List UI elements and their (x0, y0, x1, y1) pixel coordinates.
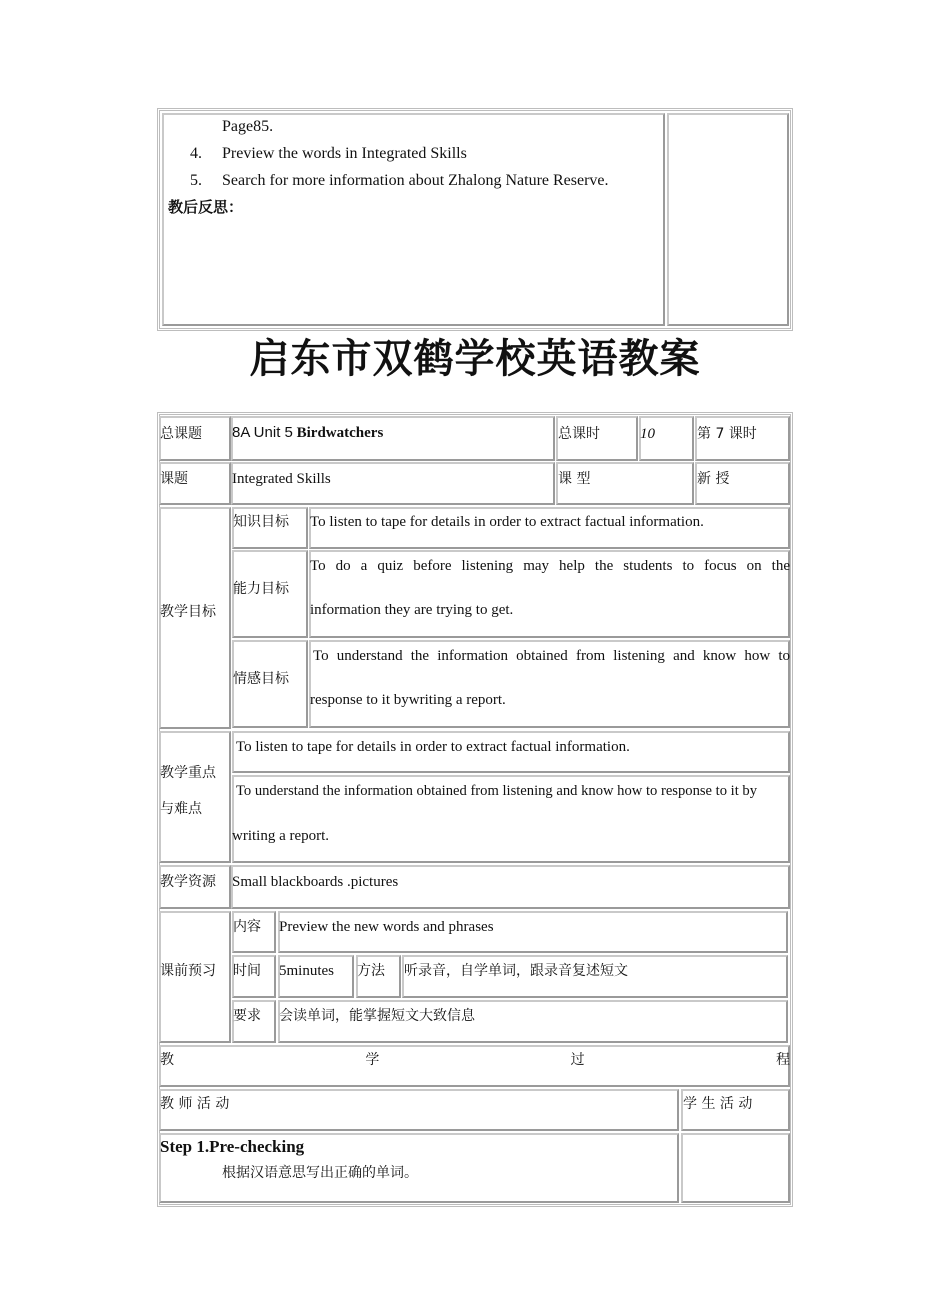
emotion-line2: response to it bywriting a report. (310, 692, 506, 708)
emotion-line1: To understand the information obtained from listening and know how to (313, 648, 790, 664)
method-label: 方法 (357, 963, 385, 979)
ability-line2: information they are trying to get. (310, 602, 514, 618)
process-char: 程 (775, 1052, 790, 1068)
lesson-value: Integrated Skills (232, 471, 331, 487)
topic-value (232, 423, 383, 443)
student-activity-label: 学 生 活 动 (683, 1096, 753, 1112)
process-char: 教 (160, 1052, 174, 1068)
topic-prefix: 8A Unit 5 (232, 424, 293, 441)
process-char: 学 (365, 1052, 380, 1068)
knowledge-label: 知识目标 (233, 514, 289, 530)
emotion-label: 情感目标 (233, 671, 289, 687)
requirement-value: 会读单词，能掌握短文大致信息 (279, 1008, 475, 1024)
step1-text: 根据汉语意思写出正确的单词。 (222, 1165, 418, 1181)
knowledge-value: To listen to tape for details in order to extract factual information. (310, 514, 704, 530)
homework-item-number: 5. (190, 172, 202, 189)
ability-label: 能力目标 (233, 581, 289, 597)
preview-label: 课前预习 (160, 963, 216, 979)
focus-point1: To listen to tape for details in order to extract factual information. (236, 739, 630, 755)
type-label: 课 型 (558, 471, 591, 487)
method-value: 听录音，自学单词，跟录音复述短文 (404, 963, 628, 979)
page-title: 启东市双鹤学校英语教案 (249, 336, 701, 382)
top-side-cell (667, 113, 789, 326)
lesson-label: 课题 (160, 471, 188, 487)
cell-focus-label (159, 731, 231, 863)
homework-item-text: Search for more information about Zhalong Nature Reserve. (222, 172, 609, 189)
reflection-label: 教后反思： (168, 198, 244, 216)
cell-step1-student (681, 1133, 790, 1203)
total-hours-value: 10 (640, 426, 655, 442)
resources-value: Small blackboards .pictures (232, 874, 399, 890)
time-label: 时间 (233, 963, 261, 979)
step1-title: Step 1.Pre-checking (160, 1137, 305, 1156)
period-value: 第 7 课时 (697, 426, 757, 442)
focus-point2-line2: writing a report. (232, 828, 330, 844)
content-value: Preview the new words and phrases (279, 919, 494, 935)
requirement-label: 要求 (233, 1008, 261, 1024)
homework-item-number: 4. (190, 145, 202, 162)
homework-page-line: Page85. (222, 118, 274, 135)
cell-teacher-activity (159, 1089, 679, 1131)
homework-item-text: Preview the words in Integrated Skills (222, 145, 467, 162)
total-hours-label: 总课时 (558, 426, 600, 442)
topic-label: 总课题 (160, 426, 202, 442)
content-label: 内容 (233, 919, 261, 935)
focus-label-line1: 教学重点 (160, 765, 216, 781)
process-char: 过 (570, 1052, 585, 1068)
focus-label-line2: 与难点 (160, 801, 202, 817)
resources-label: 教学资源 (160, 874, 216, 890)
ability-line1: To do a quiz before listening may help the students to focus on the (310, 558, 790, 574)
focus-point2-line1: To understand the information obtained from listening and know how to response to it by (236, 783, 758, 799)
objectives-label: 教学目标 (160, 604, 216, 620)
teacher-activity-label: 教 师 活 动 (160, 1096, 230, 1112)
topic-main: Birdwatchers (296, 425, 384, 441)
time-value: 5minutes (279, 963, 334, 979)
type-value: 新 授 (697, 471, 730, 487)
process-header (160, 1050, 790, 1070)
